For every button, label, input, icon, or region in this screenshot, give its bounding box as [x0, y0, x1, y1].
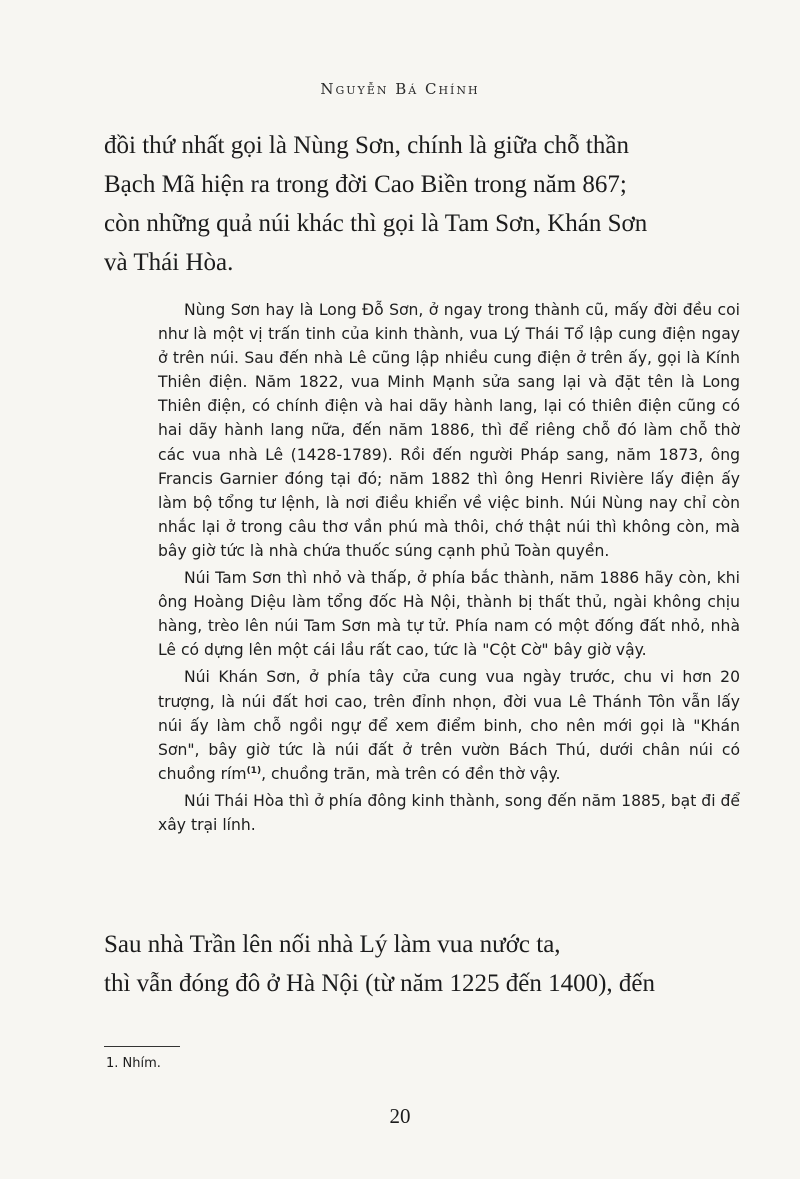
- khan-son-text-end: , chuồng trăn, mà trên có đền thờ vậy.: [261, 764, 561, 783]
- running-header: Nguyễn Bá Chính: [320, 80, 480, 98]
- footnote: 1. Nhím.: [106, 1056, 161, 1071]
- footnote-divider: [104, 1046, 180, 1047]
- body-line: thì vẫn đóng đô ở Hà Nội (từ năm 1225 đến 1400), đến: [104, 970, 655, 997]
- body-text-top: [104, 126, 740, 282]
- quote-paragraph-nung-son: Nùng Sơn hay là Long Đỗ Sơn, ở ngay trong thành cũ, mấy đời đều coi như là một vị trấn tinh của kinh thành, vua Lý Thái Tổ lập cung điện ngay ở trên núi. Sau đến nhà Lê cũng lập nhiều cung điện ở trên ấy, gọi là Kính Thiên điện. Năm 1822, vua Minh Mạnh sửa sang lại và đặt tên là Long Thiên điện, có chính điện và hai dãy hành lang, lại có thiên điện cũng có hai dãy hành lang nữa, đến năm 1886, thì để riêng chỗ đó làm chỗ thờ các vua nhà Lê (1428-1789). Rồi đến người Pháp sang, năm 1873, ông Francis Garnier đóng tại đó; năm 1882 thì ông Henri Rivière lấy điện ấy làm bộ tổng tư lệnh, là nơi điều khiển về việc binh. Núi Nùng nay chỉ còn nhắc lại ở trong câu thơ vần phú mà thôi, chớ thật núi thì không còn, mà bây giờ tức là nhà chứa thuốc súng cạnh phủ Toàn quyền.: [158, 301, 740, 560]
- quote-paragraph-tam-son: Núi Tam Sơn thì nhỏ và thấp, ở phía bắc thành, năm 1886 hãy còn, khi ông Hoàng Diệu làm tổng đốc Hà Nội, thành bị thất thủ, ngài không chịu hàng, trèo lên núi Tam Sơn mà tự tử. Phía nam có một đống đất nhỏ, nhà Lê có dựng lên một cái lầu rất cao, tức là "Cột Cờ" bây giờ vậy.: [158, 569, 740, 660]
- body-line: Sau nhà Trần lên nối nhà Lý làm vua nước ta,: [104, 931, 561, 958]
- quote-paragraph-thai-hoa: Núi Thái Hòa thì ở phía đông kinh thành, song đến năm 1885, bạt đi để xây trại lính.: [158, 791, 740, 834]
- footnote-marker[interactable]: (1): [246, 765, 262, 776]
- khan-son-text: Núi Khán Sơn, ở phía tây cửa cung vua ngày trước, chu vi hơn 20 trượng, là núi đất hơi cao, trên đỉnh nhọn, đời vua Lê Thánh Tôn vẫn lấy núi ấy làm chỗ ngồi ngự để xem điểm binh, cho nên mới gọi là "Khán Sơn", bây giờ tức là núi đất ở trên vườn Bách Thú, dưới chân núi có chuồng rím: [158, 668, 740, 783]
- body-line: Bạch Mã hiện ra trong đời Cao Biền trong năm 867;: [104, 171, 627, 198]
- quote-paragraph-khan-son: [158, 665, 740, 785]
- body-text-bottom: [104, 925, 740, 1003]
- page-number: 20: [389, 1104, 411, 1128]
- block-quote: [158, 298, 740, 837]
- body-line: đồi thứ nhất gọi là Nùng Sơn, chính là giữa chỗ thần: [104, 132, 629, 159]
- body-line: còn những quả núi khác thì gọi là Tam Sơn, Khán Sơn: [104, 210, 648, 237]
- body-line: và Thái Hòa.: [104, 249, 234, 276]
